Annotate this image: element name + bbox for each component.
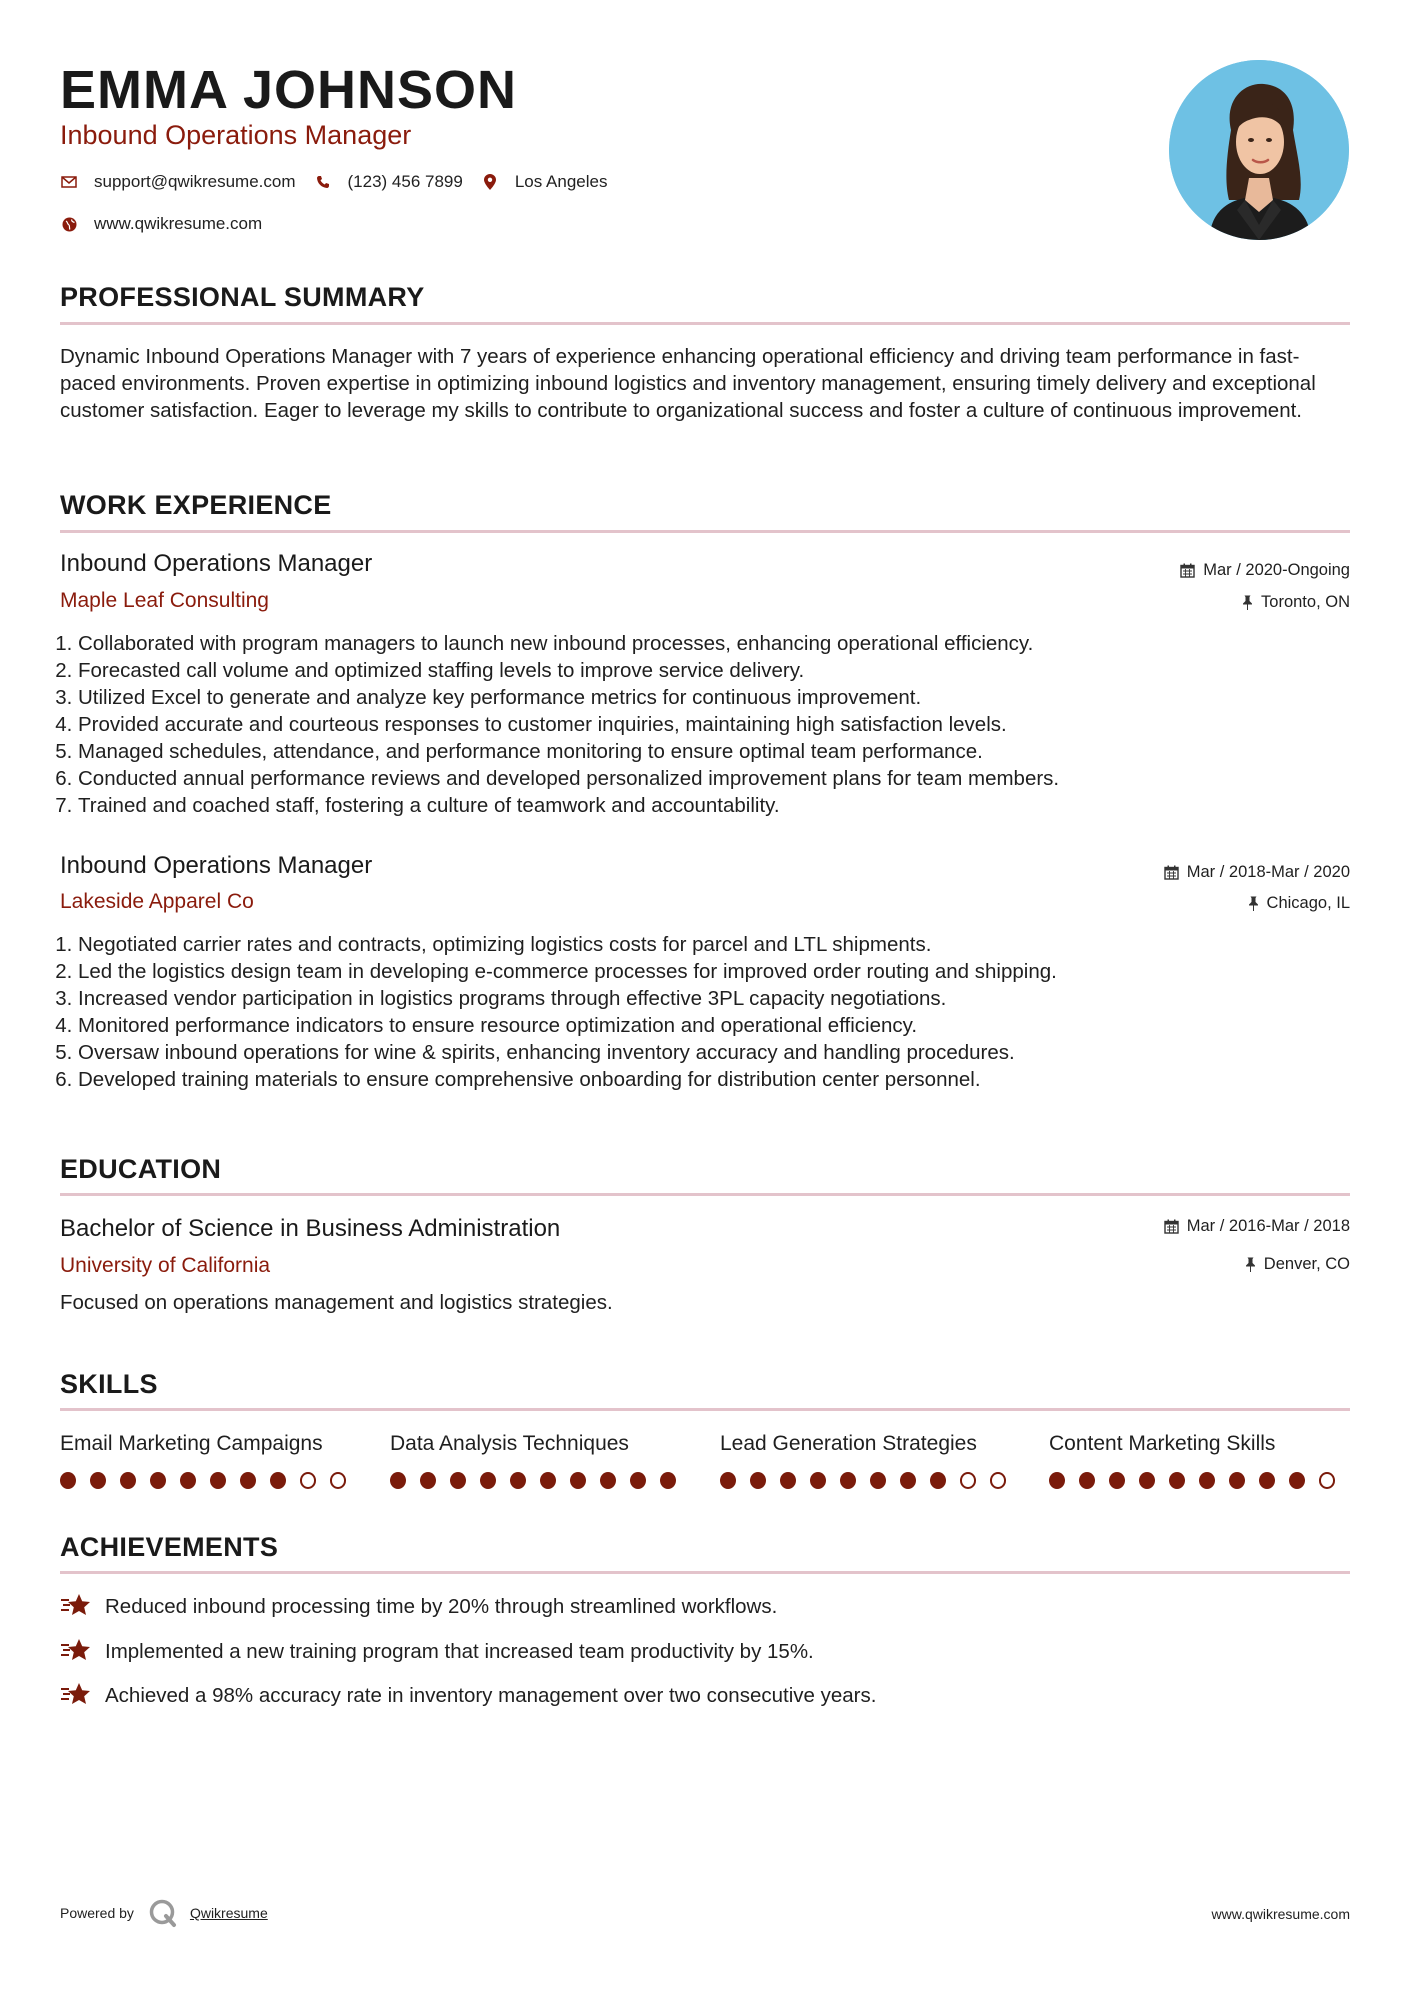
job-bullet: 3. Increased vendor participation in logistics programs through effective 3PL capacity negotiations.	[78, 985, 1368, 1012]
summary-text: Dynamic Inbound Operations Manager with 7 years of experience enhancing operational efficiency and driving team performance in fast-paced environments. Proven expertise in optimizing inbound logistics and inventory management, ensuring timely delivery and exceptional customer satisfaction. Eager to leverage my skills to contribute to organizational success and foster a culture of continuous improvement.	[60, 345, 1316, 422]
rating-dot-filled	[450, 1472, 466, 1489]
rating-dot-filled	[480, 1472, 496, 1489]
job-bullet: 5. Oversaw inbound operations for wine & spirits, enhancing inventory accuracy and handling procedures.	[78, 1039, 1368, 1066]
rating-dot-filled	[810, 1472, 826, 1489]
rating-dot-filled	[1229, 1472, 1245, 1489]
job-bullet: 1. Collaborated with program managers to launch new inbound processes, enhancing operational efficiency.	[78, 630, 1368, 657]
rating-dot-filled	[120, 1472, 136, 1489]
rating-dot-filled	[1049, 1472, 1065, 1489]
pushpin-icon	[1248, 896, 1259, 911]
rating-dot-filled	[390, 1472, 406, 1489]
contact-phone[interactable]	[314, 172, 463, 192]
section-title-experience: WORK EXPERIENCE	[60, 490, 332, 520]
footer-website[interactable]: www.qwikresume.com	[1211, 1906, 1350, 1922]
skill-rating	[60, 1472, 360, 1489]
rating-dot-filled	[660, 1472, 676, 1489]
rating-dot-filled	[1289, 1472, 1305, 1489]
candidate-name: EMMA JOHNSON	[60, 60, 518, 120]
skill-name: Email Marketing Campaigns	[60, 1432, 323, 1455]
rating-dot-filled	[1109, 1472, 1125, 1489]
contact-row-secondary	[60, 214, 280, 234]
contact-row-primary	[60, 172, 625, 192]
school-name: University of California	[60, 1254, 271, 1277]
rating-dot-filled	[900, 1472, 916, 1489]
rating-dot-filled	[420, 1472, 436, 1489]
job-bullet: 6. Conducted annual performance reviews and developed personalized improvement plans for team members.	[78, 765, 1368, 792]
skill-rating	[1049, 1472, 1349, 1489]
job-bullet: 3. Utilized Excel to generate and analyze key performance metrics for continuous improvement.	[78, 684, 1368, 711]
rating-dot-empty	[1319, 1472, 1335, 1489]
section-title-summary: PROFESSIONAL SUMMARY	[60, 282, 425, 312]
achievement-text: Implemented a new training program that increased team productivity by 15%.	[105, 1639, 814, 1663]
pushpin-icon	[1245, 1257, 1256, 1272]
rating-dot-filled	[570, 1472, 586, 1489]
calendar-icon	[1180, 563, 1195, 578]
qwikresume-logo-icon	[148, 1898, 178, 1928]
section-title-skills: SKILLS	[60, 1369, 158, 1399]
skill-item	[390, 1430, 690, 1489]
job-dates-text: Mar / 2020-Ongoing	[1203, 561, 1350, 579]
education-dates	[1164, 1215, 1350, 1237]
achievement-text: Achieved a 98% accuracy rate in inventory management over two consecutive years.	[105, 1683, 877, 1707]
achievement-text: Reduced inbound processing time by 20% through streamlined workflows.	[105, 1594, 778, 1618]
rating-dot-filled	[510, 1472, 526, 1489]
rating-dot-filled	[270, 1472, 286, 1489]
section-title-achievements: ACHIEVEMENTS	[60, 1532, 279, 1562]
rating-dot-filled	[1169, 1472, 1185, 1489]
job-location-text: Chicago, IL	[1266, 894, 1350, 912]
job-bullet: 1. Negotiated carrier rates and contracts, optimizing logistics costs for parcel and LTL shipments.	[78, 931, 1368, 958]
qwikresume-link[interactable]: Qwikresume	[189, 1905, 268, 1921]
degree-title: Bachelor of Science in Business Administration	[60, 1215, 561, 1242]
powered-by-label: Powered by	[60, 1905, 134, 1921]
section-divider	[60, 1193, 1350, 1196]
skill-rating	[720, 1472, 1020, 1489]
rating-dot-filled	[600, 1472, 616, 1489]
skill-item	[60, 1430, 360, 1489]
skill-name: Lead Generation Strategies	[720, 1432, 977, 1455]
rating-dot-empty	[300, 1472, 316, 1489]
rating-dot-filled	[90, 1472, 106, 1489]
rating-dot-filled	[180, 1472, 196, 1489]
rating-dot-filled	[870, 1472, 886, 1489]
job-location	[1242, 591, 1350, 613]
company-name: Lakeside Apparel Co	[60, 890, 254, 913]
job-location-text: Toronto, ON	[1261, 593, 1350, 611]
pushpin-icon	[1242, 595, 1253, 610]
contact-website[interactable]	[60, 214, 262, 234]
section-divider	[60, 1408, 1350, 1411]
skill-item	[720, 1430, 1020, 1489]
rating-dot-filled	[1139, 1472, 1155, 1489]
job-bullet: 4. Provided accurate and courteous responses to customer inquiries, maintaining high satisfaction levels.	[78, 711, 1368, 738]
avatar	[1169, 60, 1349, 240]
contact-location	[481, 172, 608, 192]
rating-dot-filled	[840, 1472, 856, 1489]
job-bullet: 2. Forecasted call volume and optimized staffing levels to improve service delivery.	[78, 657, 1368, 684]
section-divider	[60, 1571, 1350, 1574]
email-text: support@qwikresume.com	[94, 172, 296, 191]
education-location-text: Denver, CO	[1263, 1255, 1350, 1273]
job-location	[1248, 892, 1350, 914]
section-divider	[60, 530, 1350, 533]
job-bullet: 2. Led the logistics design team in developing e-commerce processes for improved order routing and shipping.	[78, 958, 1368, 985]
education-description: Focused on operations management and logistics strategies.	[60, 1291, 613, 1314]
map-pin-icon	[481, 173, 499, 191]
contact-email[interactable]	[60, 172, 296, 192]
job-dates	[1180, 559, 1350, 581]
rating-dot-empty	[990, 1472, 1006, 1489]
rating-dot-filled	[1079, 1472, 1095, 1489]
envelope-icon	[60, 173, 78, 191]
globe-icon	[60, 215, 78, 233]
job-dates	[1164, 861, 1350, 883]
candidate-role: Inbound Operations Manager	[60, 120, 412, 150]
achievement-item	[60, 1637, 814, 1665]
phone-text: (123) 456 7899	[347, 172, 463, 191]
education-location	[1245, 1253, 1350, 1275]
rating-dot-filled	[540, 1472, 556, 1489]
skill-name: Data Analysis Techniques	[390, 1432, 629, 1455]
section-title-education: EDUCATION	[60, 1154, 222, 1184]
rating-dot-empty	[330, 1472, 346, 1489]
footer-powered-by	[60, 1898, 268, 1928]
job-bullet: 5. Managed schedules, attendance, and performance monitoring to ensure optimal team performance.	[78, 738, 1368, 765]
job-dates-text: Mar / 2018-Mar / 2020	[1186, 863, 1350, 881]
job-bullet: 7. Trained and coached staff, fostering a culture of teamwork and accountability.	[78, 792, 1368, 819]
company-name: Maple Leaf Consulting	[60, 589, 269, 612]
rating-dot-filled	[630, 1472, 646, 1489]
calendar-icon	[1164, 1219, 1179, 1234]
website-text: www.qwikresume.com	[94, 214, 263, 233]
rating-dot-empty	[960, 1472, 976, 1489]
rating-dot-filled	[780, 1472, 796, 1489]
rating-dot-filled	[240, 1472, 256, 1489]
location-text: Los Angeles	[514, 172, 608, 191]
rating-dot-filled	[750, 1472, 766, 1489]
star-icon	[60, 1681, 92, 1709]
education-dates-text: Mar / 2016-Mar / 2018	[1186, 1217, 1350, 1235]
star-icon	[60, 1592, 92, 1620]
section-divider	[60, 322, 1350, 325]
skill-item	[1049, 1430, 1349, 1489]
rating-dot-filled	[720, 1472, 736, 1489]
job-title: Inbound Operations Manager	[60, 550, 373, 577]
job-bullet-list	[55, 630, 1368, 819]
skill-rating	[390, 1472, 690, 1489]
rating-dot-filled	[60, 1472, 76, 1489]
rating-dot-filled	[1259, 1472, 1275, 1489]
phone-icon	[314, 173, 332, 191]
portrait-illustration	[1169, 60, 1349, 240]
skill-name: Content Marketing Skills	[1049, 1432, 1276, 1455]
achievement-item	[60, 1592, 777, 1620]
rating-dot-filled	[150, 1472, 166, 1489]
job-bullet-list	[55, 931, 1368, 1093]
achievement-item	[60, 1681, 876, 1709]
job-bullet: 4. Monitored performance indicators to ensure resource optimization and operational efficiency.	[78, 1012, 1368, 1039]
job-title: Inbound Operations Manager	[60, 852, 373, 879]
job-bullet: 6. Developed training materials to ensure comprehensive onboarding for distribution center personnel.	[78, 1066, 1368, 1093]
rating-dot-filled	[210, 1472, 226, 1489]
rating-dot-filled	[930, 1472, 946, 1489]
star-icon	[60, 1637, 92, 1665]
calendar-icon	[1164, 865, 1179, 880]
rating-dot-filled	[1199, 1472, 1215, 1489]
